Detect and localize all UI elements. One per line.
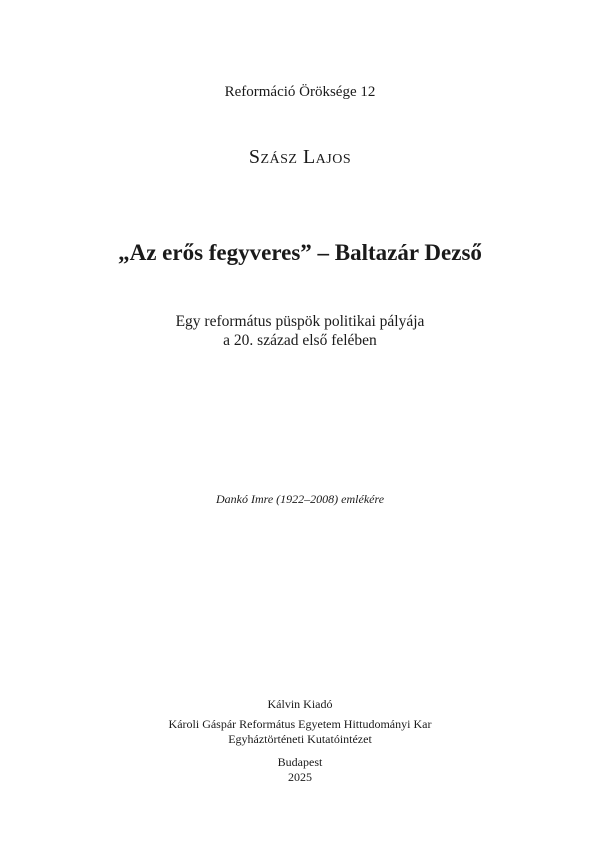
institution-line-1: Károli Gáspár Református Egyetem Hittudományi Kar (168, 717, 432, 731)
institution-line-2: Egyháztörténeti Kutatóintézet (228, 732, 372, 746)
publication-city: Budapest (277, 755, 323, 769)
book-title: „Az erős fegyveres” – Baltazár Dezső (118, 240, 482, 265)
dedication: Dankó Imre (1922–2008) emlékére (215, 492, 385, 506)
publication-year: 2025 (288, 770, 312, 784)
series-title: Reformáció Öröksége 12 (224, 84, 376, 100)
author-name: Szász Lajos (248, 146, 352, 168)
subtitle-line-2: a 20. század első felében (223, 332, 377, 349)
publisher-name: Kálvin Kiadó (267, 697, 333, 711)
subtitle-line-1: Egy református püspök politikai pályája (175, 313, 425, 330)
